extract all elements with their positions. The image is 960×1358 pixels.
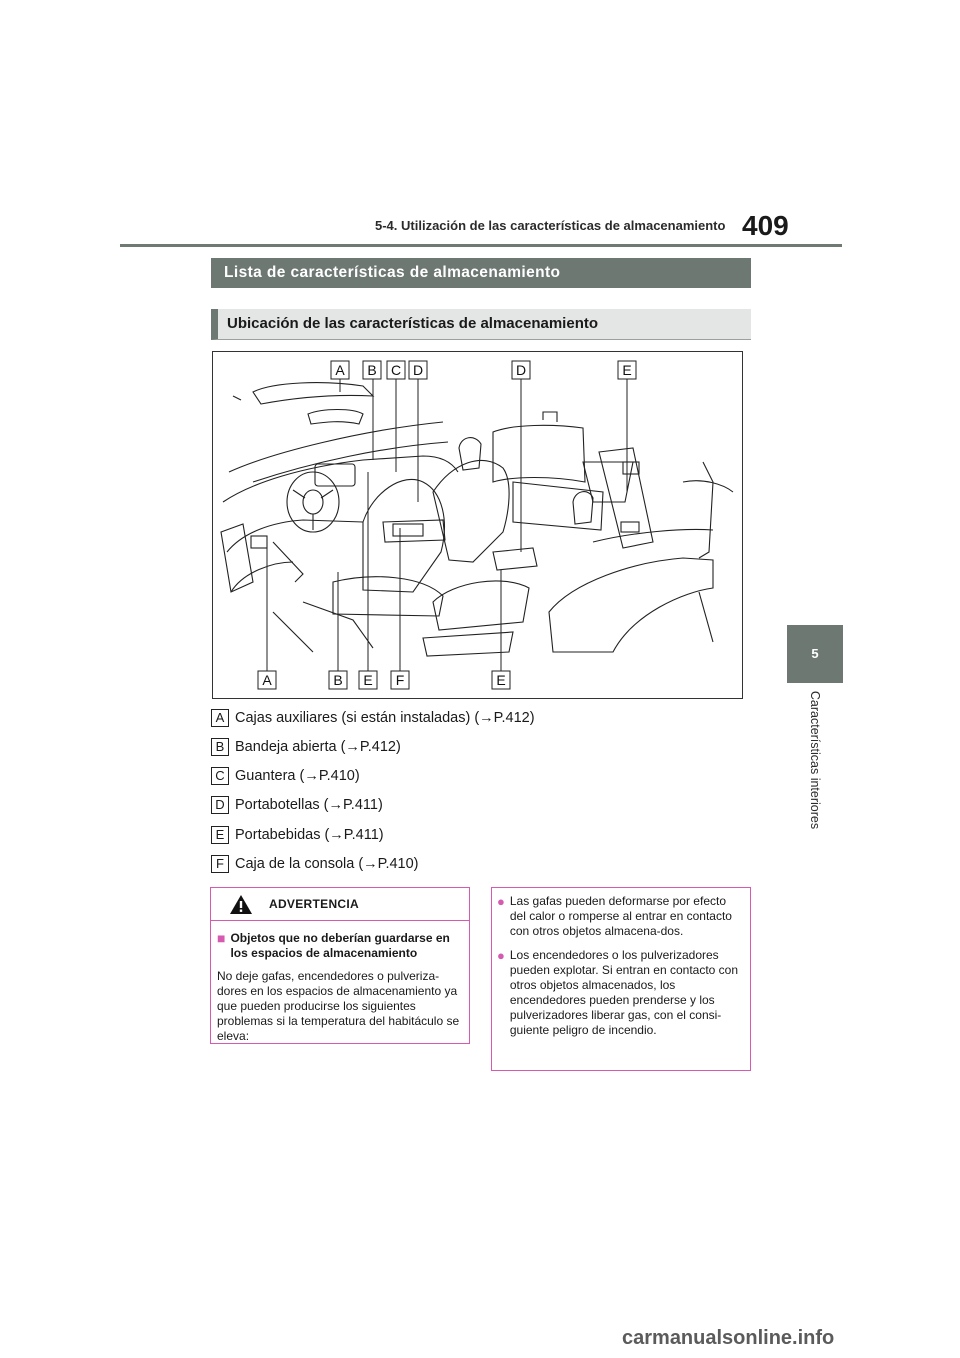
info-item: [497, 894, 740, 939]
legend-letter: D: [211, 796, 229, 814]
legend-item: [211, 767, 360, 785]
callout-top-c: C: [390, 362, 402, 378]
legend-text: Cajas auxiliares (si están instaladas) (→P.412): [235, 710, 535, 727]
legend-text: Bandeja abierta (→P.412): [235, 739, 401, 756]
bullet-icon: ●: [497, 894, 505, 909]
chapter-label: Características interiores: [808, 690, 822, 830]
callout-top-d: D: [412, 362, 424, 378]
car-interior-illustration: [213, 352, 742, 698]
warning-triangle-icon: [229, 894, 253, 915]
info-box: [491, 887, 751, 1071]
legend-letter: B: [211, 738, 229, 756]
legend-item: [211, 796, 383, 814]
info-text: Los encendedores o los pulverizadores pueden explotar. Si entran en contacto con otros objetos almacenados, los encendedores pueden prenderse y los pulverizadores liberar gas, con el consi-guiente peligro de incendio.: [509, 948, 739, 1037]
warning-title: ADVERTENCIA: [269, 897, 359, 911]
chapter-tab: 5: [787, 625, 843, 683]
bullet-icon: ●: [497, 948, 505, 963]
legend-item: [211, 738, 401, 756]
legend-text: Portabebidas (→P.411): [235, 827, 384, 844]
legend-text: Guantera (→P.410): [235, 768, 360, 785]
callout-top-a: A: [335, 362, 345, 378]
section-header: 5-4. Utilización de las características de almacenamiento: [375, 218, 726, 233]
legend-text: Caja de la consola (→P.410): [235, 856, 419, 873]
watermark: carmanualsonline.info: [622, 1327, 835, 1349]
legend-letter: A: [211, 709, 229, 727]
warning-header: [211, 888, 469, 921]
subtitle: Ubicación de las características de almacenamiento: [211, 309, 751, 340]
callout-top-d2: D: [515, 362, 527, 378]
square-bullet-icon: ■: [217, 930, 226, 946]
info-text: Las gafas pueden deformarse por efecto del calor o romperse al entrar en contacto con otros objetos almacena-dos.: [509, 894, 732, 938]
legend-letter: E: [211, 826, 229, 844]
callout-top-b: B: [367, 362, 377, 378]
main-title: Lista de características de almacenamiento: [211, 258, 751, 288]
warning-body-text: No deje gafas, encendedores o pulveriza-dores en los espacios de almacenamiento ya que pueden producirse los siguientes problemas si la temperatura del habitáculo se eleva:: [217, 969, 460, 1043]
legend-item: [211, 709, 535, 727]
warning-box: [210, 887, 470, 1044]
legend-item: [211, 826, 384, 844]
callout-bottom-b: B: [333, 672, 343, 688]
callout-bottom-f: F: [395, 672, 405, 688]
legend-letter: C: [211, 767, 229, 785]
car-interior-figure: [212, 351, 743, 699]
callout-bottom-e: E: [363, 672, 373, 688]
callout-top-e: E: [622, 362, 632, 378]
callout-bottom-a: A: [262, 672, 272, 688]
info-item: [497, 948, 740, 1038]
warning-heading: Objetos que no deberían guardarse en los espacios de almacenamiento: [230, 931, 450, 960]
header-rule: [120, 244, 842, 247]
page-number: 409: [742, 210, 789, 241]
legend-letter: F: [211, 855, 229, 873]
callout-bottom-e2: E: [496, 672, 506, 688]
legend-item: [211, 855, 419, 873]
legend-text: Portabotellas (→P.411): [235, 797, 383, 814]
